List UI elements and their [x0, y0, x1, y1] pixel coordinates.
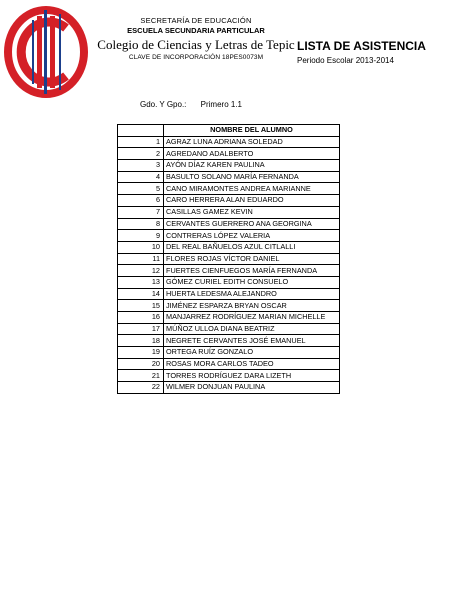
colegio-name: Colegio de Ciencias y Letras de Tepic [97, 37, 295, 52]
table-row [118, 253, 340, 265]
student-name: CANO MIRAMONTES ANDREA MARIANNE [164, 183, 340, 195]
table-header-row [118, 125, 340, 137]
school-period: Periodo Escolar 2013-2014 [297, 56, 394, 65]
table-row [118, 370, 340, 382]
table-row [118, 160, 340, 172]
student-number: 16 [118, 312, 164, 324]
student-name: NEGRETE CERVANTES JOSÉ EMANUEL [164, 335, 340, 347]
student-name: AYÓN DÍAZ KAREN PAULINA [164, 160, 340, 172]
student-name: HUERTA LEDESMA ALEJANDRO [164, 288, 340, 300]
table-row [118, 312, 340, 324]
student-name: TORRES RODRÍGUEZ DARA LIZETH [164, 370, 340, 382]
student-number: 10 [118, 241, 164, 253]
student-name: JIMÉNEZ ESPARZA BRYAN OSCAR [164, 300, 340, 312]
table-row [118, 230, 340, 242]
student-number: 22 [118, 382, 164, 394]
student-number: 1 [118, 136, 164, 148]
student-number: 19 [118, 347, 164, 359]
student-name: GÓMEZ CURIEL EDITH CONSUELO [164, 276, 340, 288]
table-row [118, 276, 340, 288]
table-row [118, 288, 340, 300]
student-number: 12 [118, 265, 164, 277]
school-header [96, 16, 296, 62]
grade-group [140, 100, 242, 109]
table-row [118, 136, 340, 148]
student-number: 18 [118, 335, 164, 347]
student-name: ROSAS MORA CARLOS TADEO [164, 358, 340, 370]
secretaria-label: SECRETARÍA DE EDUCACIÓN [140, 16, 252, 25]
student-number: 17 [118, 323, 164, 335]
student-number: 8 [118, 218, 164, 230]
student-name: CERVANTES GUERRERO ANA GEORGINA [164, 218, 340, 230]
table-row [118, 195, 340, 207]
grade-value: Primero 1.1 [200, 100, 242, 109]
table-row [118, 300, 340, 312]
student-number: 21 [118, 370, 164, 382]
student-name: CARO HERRERA ALAN EDUARDO [164, 195, 340, 207]
student-name: ORTEGA RUÍZ GONZALO [164, 347, 340, 359]
attendance-table [117, 124, 340, 394]
student-name: FUERTES CIENFUEGOS MARÍA FERNANDA [164, 265, 340, 277]
table-row [118, 206, 340, 218]
table-row [118, 358, 340, 370]
table-body [118, 136, 340, 393]
student-number: 15 [118, 300, 164, 312]
student-name: MÚÑOZ ULLOA DIANA BEATRIZ [164, 323, 340, 335]
grade-label: Gdo. Y Gpo.: [140, 100, 187, 109]
table-row [118, 323, 340, 335]
student-name: WILMER DONJUAN PAULINA [164, 382, 340, 394]
student-name: DEL REAL BAÑUELOS AZUL CITLALLI [164, 241, 340, 253]
student-name: FLORES ROJAS VÍCTOR DANIEL [164, 253, 340, 265]
school-logo [4, 6, 88, 98]
student-number: 11 [118, 253, 164, 265]
student-name-header: NOMBRE DEL ALUMNO [164, 125, 340, 137]
student-name: BASULTO SOLANO MARÍA FERNANDA [164, 171, 340, 183]
student-name: AGREDANO ADALBERTO [164, 148, 340, 160]
number-header [118, 125, 164, 137]
table-row [118, 218, 340, 230]
student-number: 2 [118, 148, 164, 160]
student-number: 14 [118, 288, 164, 300]
student-number: 7 [118, 206, 164, 218]
student-number: 4 [118, 171, 164, 183]
student-number: 20 [118, 358, 164, 370]
student-number: 9 [118, 230, 164, 242]
table-row [118, 183, 340, 195]
student-number: 6 [118, 195, 164, 207]
table-row [118, 265, 340, 277]
student-number: 13 [118, 276, 164, 288]
document-title: LISTA DE ASISTENCIA [297, 39, 426, 53]
table-row [118, 241, 340, 253]
student-number: 3 [118, 160, 164, 172]
student-name: CASILLAS GAMEZ KEVIN [164, 206, 340, 218]
table-row [118, 347, 340, 359]
table-row [118, 382, 340, 394]
student-number: 5 [118, 183, 164, 195]
escuela-label: ESCUELA SECUNDARIA PARTICULAR [127, 26, 265, 35]
clave-label: CLAVE DE INCORPORACIÓN 18PES0073M [128, 54, 264, 61]
table-row [118, 171, 340, 183]
table-row [118, 335, 340, 347]
table-row [118, 148, 340, 160]
student-name: MANJARREZ RODRÍGUEZ MARIAN MICHELLE [164, 312, 340, 324]
student-name: AGRAZ LUNA ADRIANA SOLEDAD [164, 136, 340, 148]
student-name: CONTRERAS LÓPEZ VALERIA [164, 230, 340, 242]
